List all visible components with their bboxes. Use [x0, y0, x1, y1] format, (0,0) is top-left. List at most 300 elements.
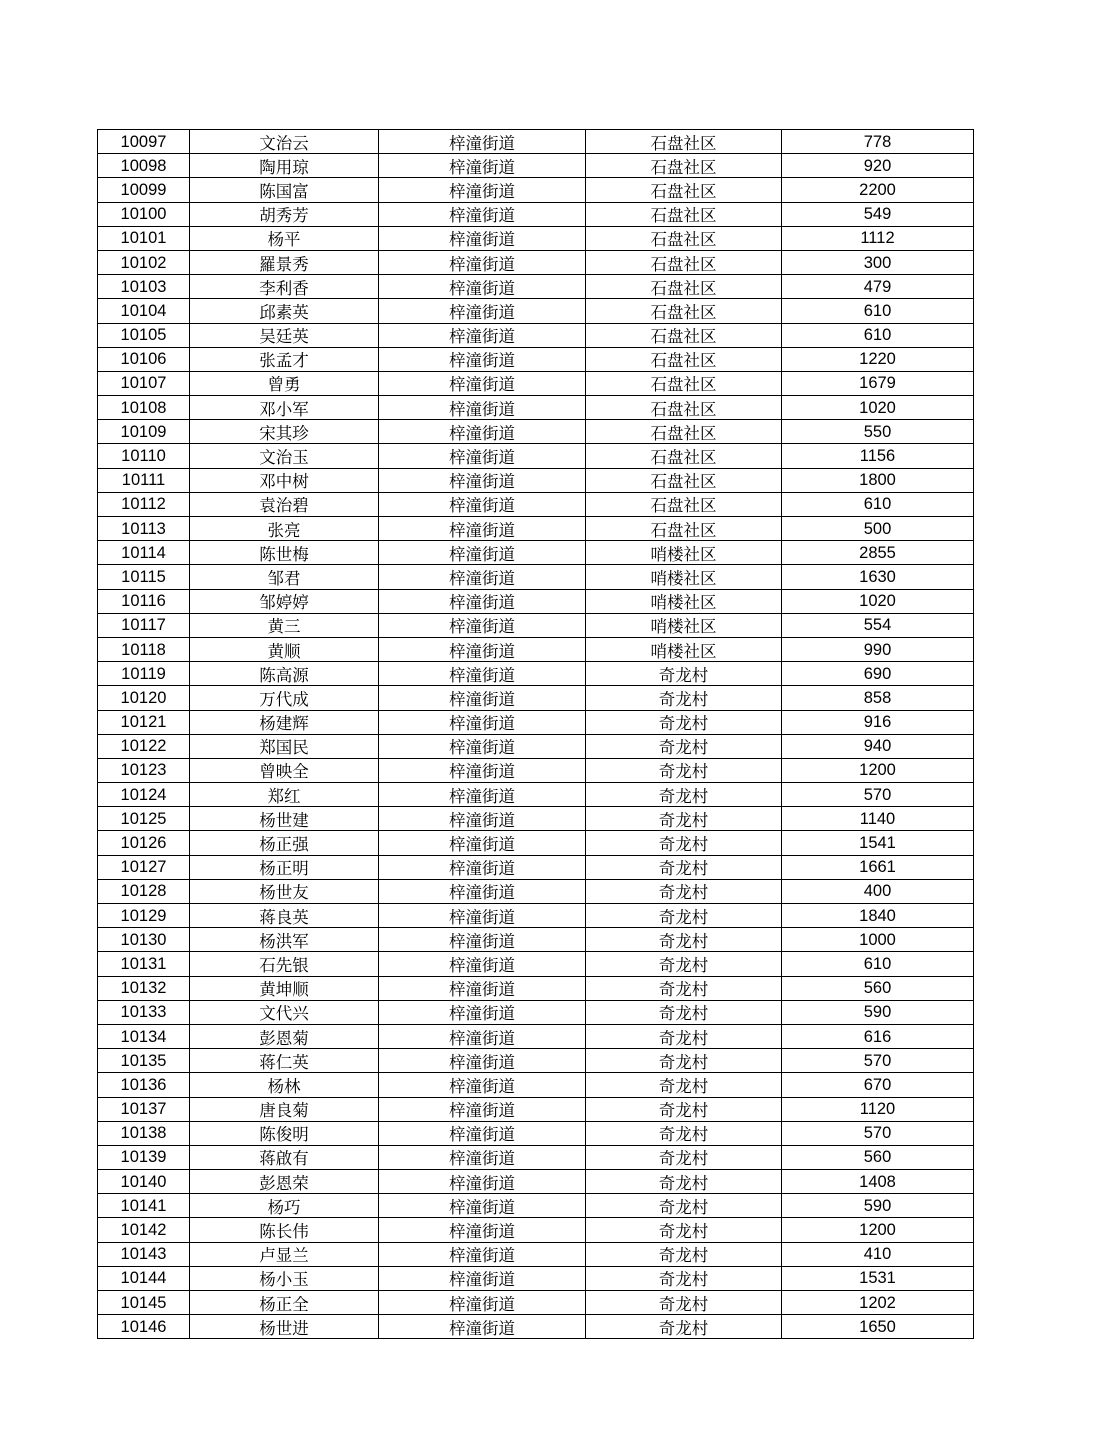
community-cell: 奇龙村: [586, 710, 782, 734]
community-cell: 奇龙村: [586, 1291, 782, 1315]
street-cell: 梓潼街道: [379, 855, 586, 879]
amount-cell: 1541: [782, 831, 974, 855]
community-cell: 奇龙村: [586, 1049, 782, 1073]
community-cell: 石盘社区: [586, 468, 782, 492]
amount-cell: 410: [782, 1242, 974, 1266]
table-row: [98, 323, 974, 347]
street-cell: 梓潼街道: [379, 1194, 586, 1218]
id-cell: 10107: [98, 371, 190, 395]
community-cell: 奇龙村: [586, 1121, 782, 1145]
id-cell: 10125: [98, 807, 190, 831]
name-cell: 文治玉: [190, 444, 379, 468]
table-row: [98, 1218, 974, 1242]
amount-cell: 1000: [782, 928, 974, 952]
id-cell: 10143: [98, 1242, 190, 1266]
table-row: [98, 130, 974, 154]
name-cell: 陈高源: [190, 662, 379, 686]
street-cell: 梓潼街道: [379, 637, 586, 661]
street-cell: 梓潼街道: [379, 1097, 586, 1121]
id-cell: 10130: [98, 928, 190, 952]
amount-cell: 616: [782, 1024, 974, 1048]
data-table: [97, 129, 974, 1339]
amount-cell: 590: [782, 1000, 974, 1024]
table-row: [98, 444, 974, 468]
name-cell: 张亮: [190, 517, 379, 541]
amount-cell: 560: [782, 976, 974, 1000]
table-row: [98, 154, 974, 178]
community-cell: 奇龙村: [586, 879, 782, 903]
amount-cell: 1200: [782, 1218, 974, 1242]
amount-cell: 1220: [782, 347, 974, 371]
amount-cell: 554: [782, 613, 974, 637]
street-cell: 梓潼街道: [379, 1218, 586, 1242]
community-cell: 石盘社区: [586, 202, 782, 226]
street-cell: 梓潼街道: [379, 226, 586, 250]
id-cell: 10102: [98, 250, 190, 274]
name-cell: 卢显兰: [190, 1242, 379, 1266]
name-cell: 邓中树: [190, 468, 379, 492]
id-cell: 10098: [98, 154, 190, 178]
id-cell: 10120: [98, 686, 190, 710]
community-cell: 奇龙村: [586, 758, 782, 782]
community-cell: 奇龙村: [586, 1194, 782, 1218]
id-cell: 10114: [98, 541, 190, 565]
amount-cell: 990: [782, 637, 974, 661]
amount-cell: 2855: [782, 541, 974, 565]
community-cell: 奇龙村: [586, 831, 782, 855]
id-cell: 10132: [98, 976, 190, 1000]
community-cell: 石盘社区: [586, 154, 782, 178]
name-cell: 黄坤顺: [190, 976, 379, 1000]
amount-cell: 300: [782, 250, 974, 274]
community-cell: 石盘社区: [586, 226, 782, 250]
id-cell: 10137: [98, 1097, 190, 1121]
community-cell: 石盘社区: [586, 130, 782, 154]
street-cell: 梓潼街道: [379, 396, 586, 420]
amount-cell: 1140: [782, 807, 974, 831]
community-cell: 哨楼社区: [586, 637, 782, 661]
community-cell: 石盘社区: [586, 178, 782, 202]
street-cell: 梓潼街道: [379, 1291, 586, 1315]
street-cell: 梓潼街道: [379, 347, 586, 371]
name-cell: 邱素英: [190, 299, 379, 323]
name-cell: 黄三: [190, 613, 379, 637]
street-cell: 梓潼街道: [379, 807, 586, 831]
amount-cell: 549: [782, 202, 974, 226]
community-cell: 哨楼社区: [586, 613, 782, 637]
community-cell: 奇龙村: [586, 1145, 782, 1169]
table-row: [98, 1170, 974, 1194]
name-cell: 文治云: [190, 130, 379, 154]
amount-cell: 560: [782, 1145, 974, 1169]
table-row: [98, 250, 974, 274]
table-row: [98, 734, 974, 758]
table-row: [98, 1266, 974, 1290]
id-cell: 10122: [98, 734, 190, 758]
amount-cell: 550: [782, 420, 974, 444]
name-cell: 杨洪军: [190, 928, 379, 952]
amount-cell: 2200: [782, 178, 974, 202]
table-row: [98, 904, 974, 928]
street-cell: 梓潼街道: [379, 1170, 586, 1194]
street-cell: 梓潼街道: [379, 420, 586, 444]
community-cell: 奇龙村: [586, 1000, 782, 1024]
id-cell: 10126: [98, 831, 190, 855]
street-cell: 梓潼街道: [379, 178, 586, 202]
street-cell: 梓潼街道: [379, 1000, 586, 1024]
name-cell: 曾勇: [190, 371, 379, 395]
name-cell: 蒋良英: [190, 904, 379, 928]
name-cell: 杨世进: [190, 1315, 379, 1339]
table-row: [98, 299, 974, 323]
street-cell: 梓潼街道: [379, 831, 586, 855]
amount-cell: 610: [782, 952, 974, 976]
name-cell: 袁治碧: [190, 492, 379, 516]
street-cell: 梓潼街道: [379, 589, 586, 613]
amount-cell: 610: [782, 299, 974, 323]
street-cell: 梓潼街道: [379, 371, 586, 395]
name-cell: 蒋啟有: [190, 1145, 379, 1169]
name-cell: 邹婷婷: [190, 589, 379, 613]
amount-cell: 610: [782, 492, 974, 516]
amount-cell: 1679: [782, 371, 974, 395]
id-cell: 10105: [98, 323, 190, 347]
community-cell: 石盘社区: [586, 444, 782, 468]
id-cell: 10138: [98, 1121, 190, 1145]
id-cell: 10113: [98, 517, 190, 541]
community-cell: 奇龙村: [586, 1024, 782, 1048]
name-cell: 彭恩菊: [190, 1024, 379, 1048]
name-cell: 李利香: [190, 275, 379, 299]
name-cell: 杨林: [190, 1073, 379, 1097]
street-cell: 梓潼街道: [379, 541, 586, 565]
name-cell: 杨建辉: [190, 710, 379, 734]
name-cell: 文代兴: [190, 1000, 379, 1024]
table-row: [98, 637, 974, 661]
id-cell: 10117: [98, 613, 190, 637]
street-cell: 梓潼街道: [379, 783, 586, 807]
id-cell: 10128: [98, 879, 190, 903]
street-cell: 梓潼街道: [379, 758, 586, 782]
street-cell: 梓潼街道: [379, 952, 586, 976]
amount-cell: 570: [782, 1121, 974, 1145]
community-cell: 石盘社区: [586, 347, 782, 371]
table-row: [98, 928, 974, 952]
id-cell: 10140: [98, 1170, 190, 1194]
community-cell: 石盘社区: [586, 299, 782, 323]
table-row: [98, 468, 974, 492]
community-cell: 奇龙村: [586, 1097, 782, 1121]
community-cell: 石盘社区: [586, 250, 782, 274]
name-cell: 杨正明: [190, 855, 379, 879]
table-row: [98, 178, 974, 202]
community-cell: 奇龙村: [586, 783, 782, 807]
table-row: [98, 589, 974, 613]
name-cell: 杨巧: [190, 1194, 379, 1218]
name-cell: 陈国富: [190, 178, 379, 202]
street-cell: 梓潼街道: [379, 662, 586, 686]
id-cell: 10099: [98, 178, 190, 202]
amount-cell: 940: [782, 734, 974, 758]
table-row: [98, 396, 974, 420]
street-cell: 梓潼街道: [379, 710, 586, 734]
id-cell: 10112: [98, 492, 190, 516]
amount-cell: 1650: [782, 1315, 974, 1339]
street-cell: 梓潼街道: [379, 517, 586, 541]
community-cell: 奇龙村: [586, 1242, 782, 1266]
name-cell: 杨小玉: [190, 1266, 379, 1290]
table-row: [98, 275, 974, 299]
name-cell: 杨世建: [190, 807, 379, 831]
community-cell: 奇龙村: [586, 855, 782, 879]
id-cell: 10133: [98, 1000, 190, 1024]
amount-cell: 1408: [782, 1170, 974, 1194]
id-cell: 10121: [98, 710, 190, 734]
community-cell: 哨楼社区: [586, 589, 782, 613]
street-cell: 梓潼街道: [379, 565, 586, 589]
name-cell: 吴廷英: [190, 323, 379, 347]
amount-cell: 479: [782, 275, 974, 299]
street-cell: 梓潼街道: [379, 275, 586, 299]
table-row: [98, 783, 974, 807]
amount-cell: 590: [782, 1194, 974, 1218]
id-cell: 10145: [98, 1291, 190, 1315]
name-cell: 邹君: [190, 565, 379, 589]
id-cell: 10139: [98, 1145, 190, 1169]
id-cell: 10118: [98, 637, 190, 661]
name-cell: 郑国民: [190, 734, 379, 758]
amount-cell: 1630: [782, 565, 974, 589]
id-cell: 10142: [98, 1218, 190, 1242]
amount-cell: 1156: [782, 444, 974, 468]
id-cell: 10104: [98, 299, 190, 323]
table-row: [98, 686, 974, 710]
table-row: [98, 1024, 974, 1048]
street-cell: 梓潼街道: [379, 1073, 586, 1097]
street-cell: 梓潼街道: [379, 1121, 586, 1145]
name-cell: 石先银: [190, 952, 379, 976]
table-row: [98, 855, 974, 879]
community-cell: 石盘社区: [586, 517, 782, 541]
street-cell: 梓潼街道: [379, 250, 586, 274]
street-cell: 梓潼街道: [379, 976, 586, 1000]
id-cell: 10124: [98, 783, 190, 807]
amount-cell: 400: [782, 879, 974, 903]
table-row: [98, 1242, 974, 1266]
id-cell: 10131: [98, 952, 190, 976]
name-cell: 杨正强: [190, 831, 379, 855]
street-cell: 梓潼街道: [379, 1024, 586, 1048]
id-cell: 10108: [98, 396, 190, 420]
amount-cell: 1661: [782, 855, 974, 879]
street-cell: 梓潼街道: [379, 1049, 586, 1073]
community-cell: 奇龙村: [586, 952, 782, 976]
table-row: [98, 1194, 974, 1218]
table-row: [98, 710, 974, 734]
street-cell: 梓潼街道: [379, 1145, 586, 1169]
table-row: [98, 879, 974, 903]
id-cell: 10146: [98, 1315, 190, 1339]
street-cell: 梓潼街道: [379, 468, 586, 492]
community-cell: 石盘社区: [586, 396, 782, 420]
community-cell: 奇龙村: [586, 1218, 782, 1242]
amount-cell: 1531: [782, 1266, 974, 1290]
name-cell: 唐良菊: [190, 1097, 379, 1121]
street-cell: 梓潼街道: [379, 323, 586, 347]
id-cell: 10110: [98, 444, 190, 468]
amount-cell: 920: [782, 154, 974, 178]
table-row: [98, 613, 974, 637]
table-row: [98, 952, 974, 976]
street-cell: 梓潼街道: [379, 202, 586, 226]
id-cell: 10141: [98, 1194, 190, 1218]
id-cell: 10136: [98, 1073, 190, 1097]
community-cell: 石盘社区: [586, 275, 782, 299]
street-cell: 梓潼街道: [379, 154, 586, 178]
table-row: [98, 1097, 974, 1121]
id-cell: 10144: [98, 1266, 190, 1290]
amount-cell: 570: [782, 783, 974, 807]
street-cell: 梓潼街道: [379, 299, 586, 323]
street-cell: 梓潼街道: [379, 1315, 586, 1339]
id-cell: 10101: [98, 226, 190, 250]
community-cell: 奇龙村: [586, 1170, 782, 1194]
table-row: [98, 492, 974, 516]
id-cell: 10097: [98, 130, 190, 154]
table-row: [98, 347, 974, 371]
community-cell: 石盘社区: [586, 371, 782, 395]
name-cell: 黄顺: [190, 637, 379, 661]
community-cell: 奇龙村: [586, 662, 782, 686]
name-cell: 曾映全: [190, 758, 379, 782]
community-cell: 哨楼社区: [586, 565, 782, 589]
community-cell: 奇龙村: [586, 686, 782, 710]
amount-cell: 916: [782, 710, 974, 734]
name-cell: 邓小军: [190, 396, 379, 420]
street-cell: 梓潼街道: [379, 444, 586, 468]
street-cell: 梓潼街道: [379, 904, 586, 928]
table-row: [98, 1073, 974, 1097]
table-row: [98, 1000, 974, 1024]
id-cell: 10103: [98, 275, 190, 299]
street-cell: 梓潼街道: [379, 1266, 586, 1290]
name-cell: 陶用琼: [190, 154, 379, 178]
amount-cell: 1800: [782, 468, 974, 492]
id-cell: 10134: [98, 1024, 190, 1048]
name-cell: 杨正全: [190, 1291, 379, 1315]
name-cell: 陈俊明: [190, 1121, 379, 1145]
table-row: [98, 1315, 974, 1339]
amount-cell: 500: [782, 517, 974, 541]
table-body: [98, 130, 974, 1339]
id-cell: 10116: [98, 589, 190, 613]
table-row: [98, 831, 974, 855]
table-row: [98, 371, 974, 395]
street-cell: 梓潼街道: [379, 130, 586, 154]
amount-cell: 1020: [782, 396, 974, 420]
table-row: [98, 517, 974, 541]
amount-cell: 610: [782, 323, 974, 347]
community-cell: 哨楼社区: [586, 541, 782, 565]
name-cell: 蒋仁英: [190, 1049, 379, 1073]
name-cell: 杨平: [190, 226, 379, 250]
table-row: [98, 662, 974, 686]
community-cell: 奇龙村: [586, 976, 782, 1000]
amount-cell: 858: [782, 686, 974, 710]
amount-cell: 670: [782, 1073, 974, 1097]
name-cell: 陈长伟: [190, 1218, 379, 1242]
table-row: [98, 1291, 974, 1315]
table-row: [98, 541, 974, 565]
amount-cell: 1020: [782, 589, 974, 613]
name-cell: 郑红: [190, 783, 379, 807]
community-cell: 奇龙村: [586, 904, 782, 928]
amount-cell: 570: [782, 1049, 974, 1073]
amount-cell: 690: [782, 662, 974, 686]
table-row: [98, 1145, 974, 1169]
id-cell: 10109: [98, 420, 190, 444]
id-cell: 10106: [98, 347, 190, 371]
amount-cell: 778: [782, 130, 974, 154]
street-cell: 梓潼街道: [379, 613, 586, 637]
community-cell: 奇龙村: [586, 734, 782, 758]
community-cell: 石盘社区: [586, 420, 782, 444]
name-cell: 彭恩荣: [190, 1170, 379, 1194]
table-row: [98, 758, 974, 782]
table-row: [98, 976, 974, 1000]
name-cell: 胡秀芳: [190, 202, 379, 226]
id-cell: 10119: [98, 662, 190, 686]
table-row: [98, 202, 974, 226]
street-cell: 梓潼街道: [379, 1242, 586, 1266]
community-cell: 奇龙村: [586, 807, 782, 831]
table-row: [98, 807, 974, 831]
table-row: [98, 420, 974, 444]
name-cell: 张孟才: [190, 347, 379, 371]
community-cell: 奇龙村: [586, 1266, 782, 1290]
amount-cell: 1840: [782, 904, 974, 928]
name-cell: 羅景秀: [190, 250, 379, 274]
table-row: [98, 1121, 974, 1145]
community-cell: 石盘社区: [586, 323, 782, 347]
street-cell: 梓潼街道: [379, 686, 586, 710]
id-cell: 10111: [98, 468, 190, 492]
amount-cell: 1120: [782, 1097, 974, 1121]
id-cell: 10100: [98, 202, 190, 226]
community-cell: 奇龙村: [586, 1073, 782, 1097]
table-row: [98, 226, 974, 250]
id-cell: 10129: [98, 904, 190, 928]
amount-cell: 1112: [782, 226, 974, 250]
street-cell: 梓潼街道: [379, 492, 586, 516]
name-cell: 万代成: [190, 686, 379, 710]
amount-cell: 1202: [782, 1291, 974, 1315]
street-cell: 梓潼街道: [379, 928, 586, 952]
name-cell: 陈世梅: [190, 541, 379, 565]
street-cell: 梓潼街道: [379, 879, 586, 903]
table-row: [98, 565, 974, 589]
table-row: [98, 1049, 974, 1073]
community-cell: 石盘社区: [586, 492, 782, 516]
id-cell: 10135: [98, 1049, 190, 1073]
community-cell: 奇龙村: [586, 1315, 782, 1339]
community-cell: 奇龙村: [586, 928, 782, 952]
name-cell: 宋其珍: [190, 420, 379, 444]
amount-cell: 1200: [782, 758, 974, 782]
street-cell: 梓潼街道: [379, 734, 586, 758]
id-cell: 10115: [98, 565, 190, 589]
name-cell: 杨世友: [190, 879, 379, 903]
